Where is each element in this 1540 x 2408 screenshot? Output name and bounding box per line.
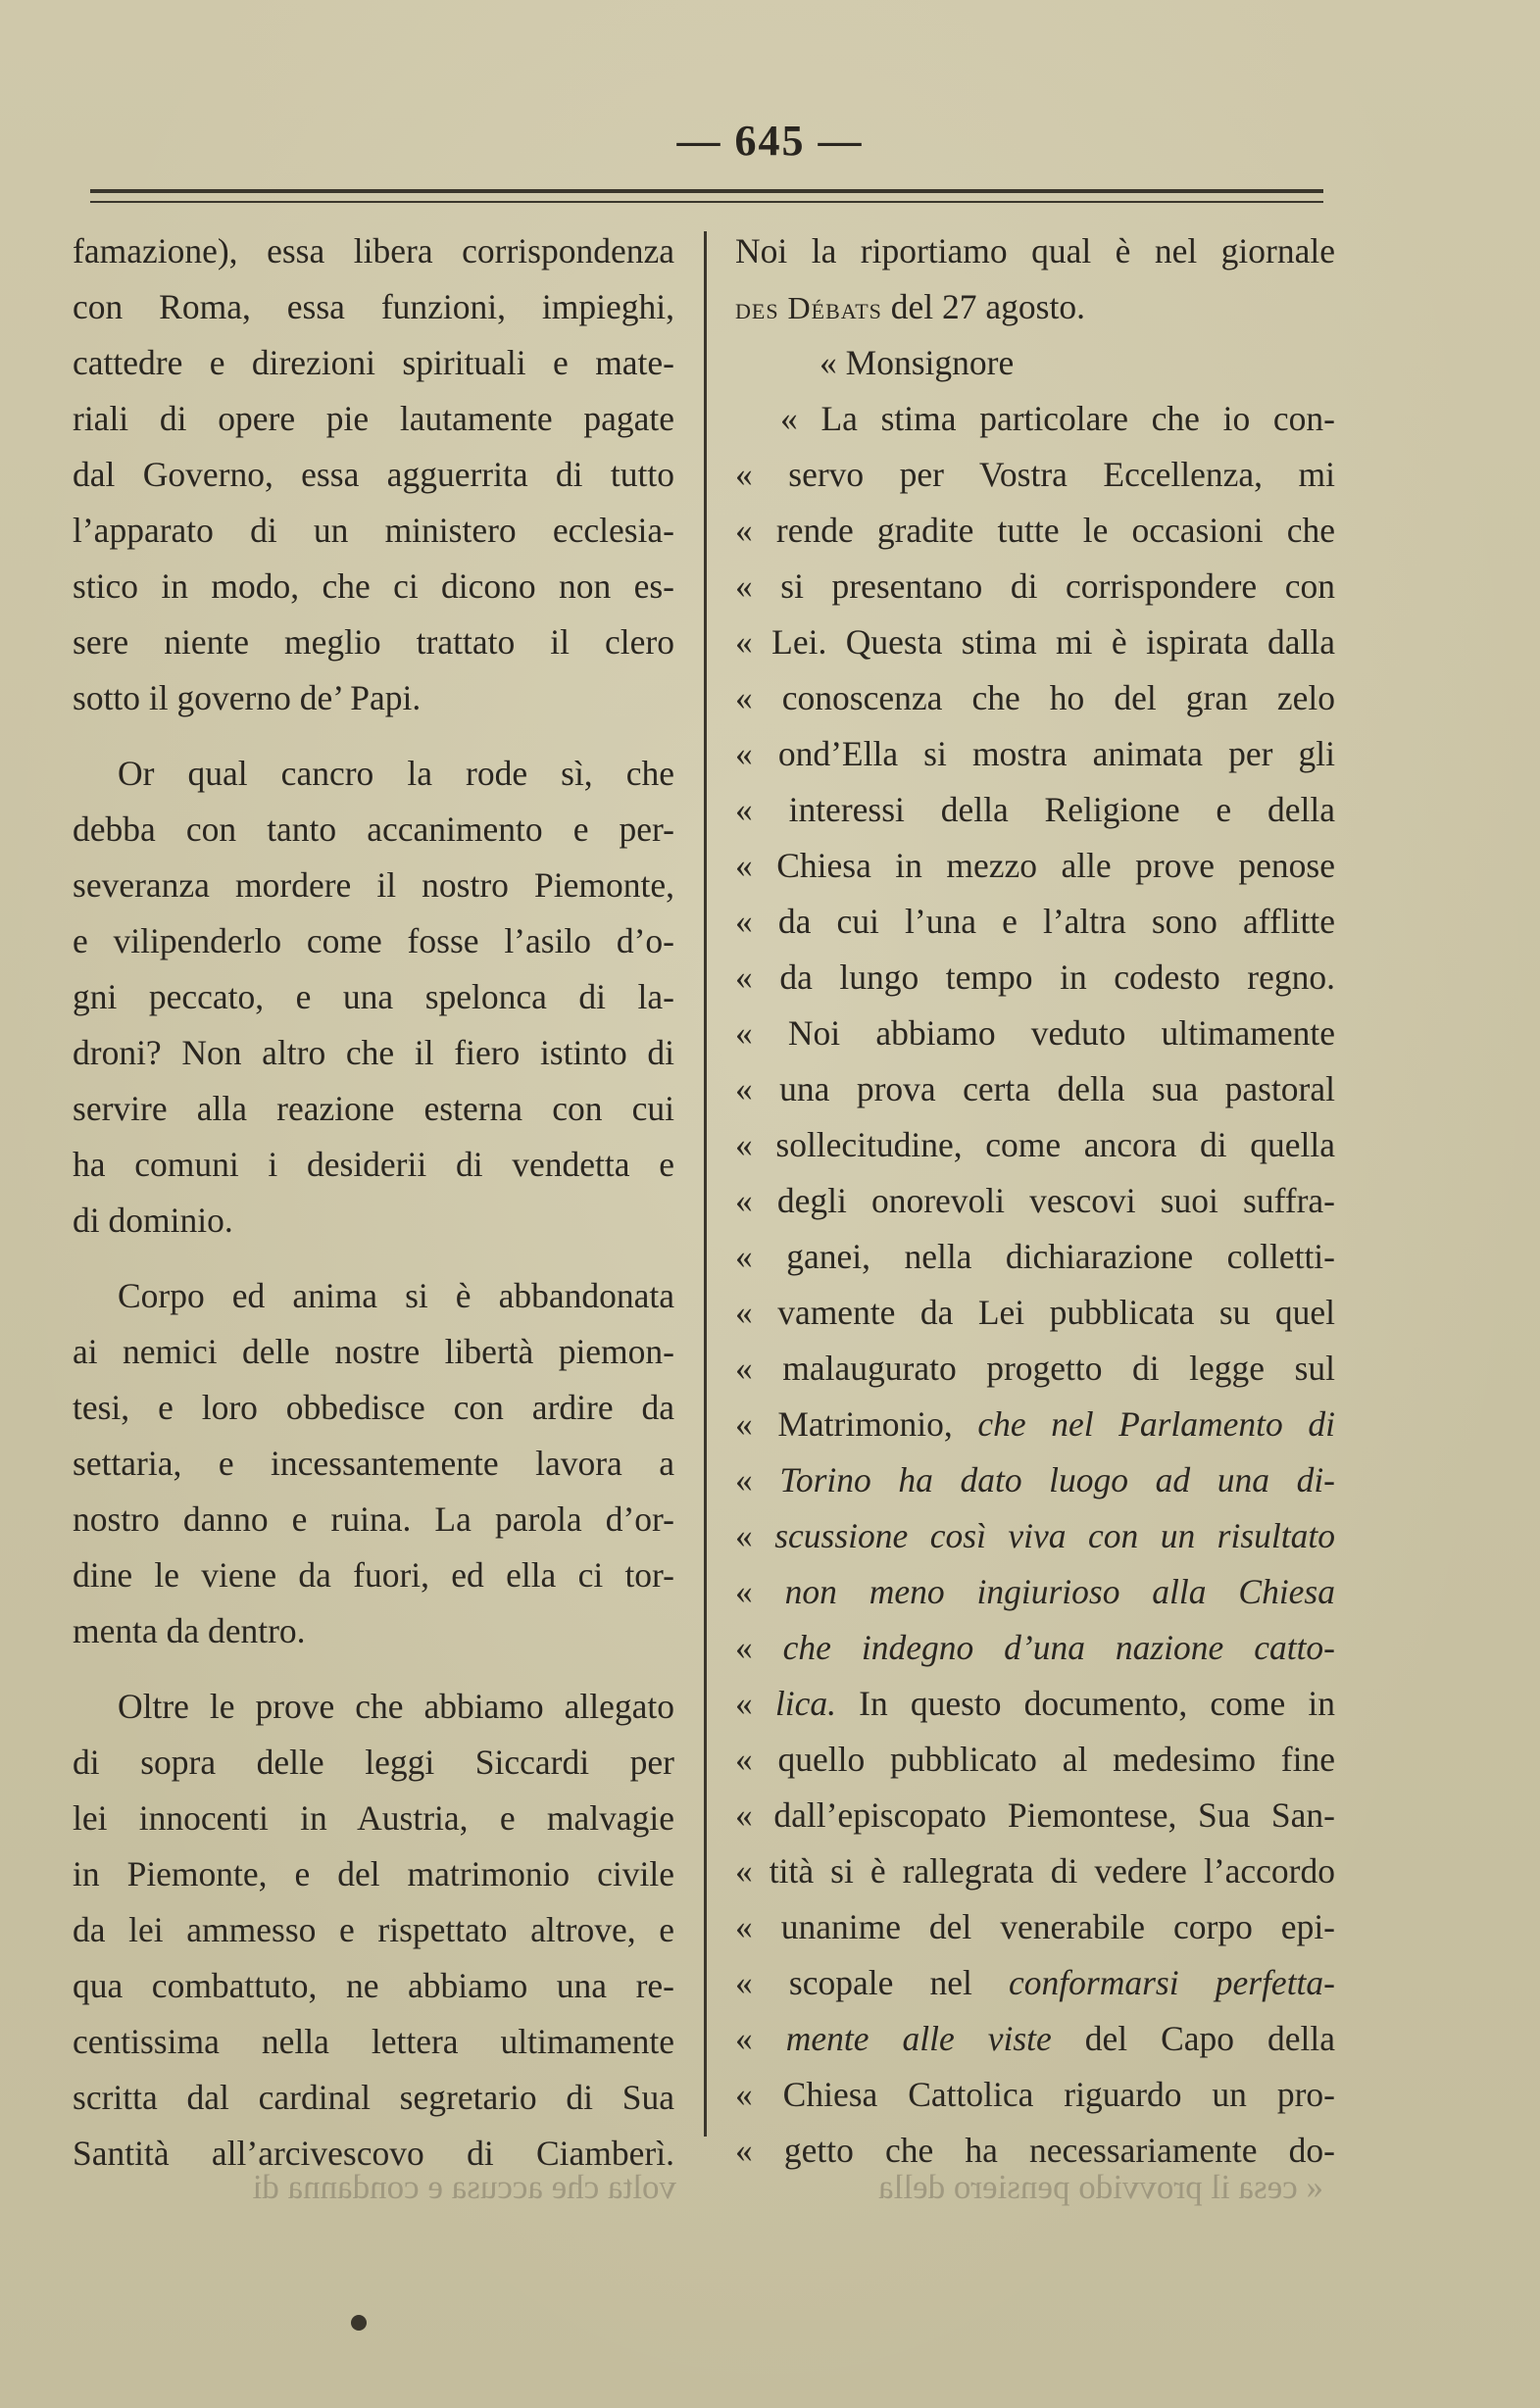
text-run: del Capo della [1051, 2019, 1335, 2058]
text-run: Noi la riportiamo qual è nel giornale [735, 231, 1335, 270]
italic-text: conformarsi perfetta- [1009, 1963, 1335, 2002]
header-rule [90, 189, 1323, 203]
text-line: tesi, e loro obbedisce con ardire da [73, 1388, 674, 1427]
newspaper-name: des Débats [735, 290, 882, 325]
text-line: ha comuni i desiderii di vendetta e [73, 1145, 674, 1184]
text-run: « Noi abbiamo veduto ultimamente [735, 1013, 1335, 1053]
text-line [735, 1061, 1335, 1117]
page-number: — 645 — [676, 117, 864, 165]
text-line [735, 1341, 1335, 1397]
text-line [735, 1229, 1335, 1285]
text-line [735, 1732, 1335, 1788]
text-line [735, 1117, 1335, 1173]
text-line: menta da dentro. [73, 1611, 306, 1650]
text-run: In questo documento, come in [836, 1684, 1335, 1723]
text-line [735, 391, 1335, 447]
text-run: « Chiesa in mezzo alle prove penose [735, 846, 1335, 885]
italic-text: scussione così viva con un risultato [774, 1516, 1335, 1555]
text-run: « Chiesa Cattolica riguardo un pro- [735, 2075, 1335, 2114]
text-run: « interessi della Religione e della [735, 790, 1335, 829]
text-run: « malaugurato progetto di legge sul [735, 1349, 1335, 1388]
text-run: del 27 agosto. [881, 287, 1085, 326]
text-run: « [735, 1572, 785, 1611]
text-run: « tità si è rallegrata di vedere l’accordo [735, 1851, 1335, 1891]
bleed-through-text-left: volta che accusa e condanna di [252, 2168, 676, 2206]
text-run: « [735, 2019, 786, 2058]
text-run: « rende gradite tutte le occasioni che [735, 511, 1335, 550]
text-run: « scopale nel [735, 1963, 1010, 2002]
paragraph-gap [73, 726, 674, 746]
text-line [735, 1843, 1335, 1899]
text-line [735, 559, 1335, 614]
text-line [735, 503, 1335, 559]
text-run: « conoscenza che ho del gran zelo [735, 678, 1335, 717]
text-line [735, 782, 1335, 838]
text-run: « ganei, nella dichiarazione colletti- [735, 1237, 1335, 1276]
text-line: e vilipenderlo come fosse l’asilo d’o- [73, 921, 674, 960]
text-line [735, 670, 1335, 726]
column-divider [704, 231, 707, 2137]
text-run: « [735, 1684, 775, 1723]
text-run: « getto che ha necessariamente do- [735, 2131, 1335, 2170]
text-line [735, 279, 1335, 335]
italic-text: che nel Parlamento di [977, 1404, 1335, 1444]
text-run: « Matrimonio, [735, 1404, 978, 1444]
text-line: Santità all’arcivescovo di Ciamberì. [73, 2134, 674, 2173]
text-line: cattedre e direzioni spirituali e mate- [73, 343, 674, 382]
text-line [735, 1173, 1335, 1229]
text-line: Or qual cancro la rode sì, che [118, 754, 674, 793]
text-line: settaria, e incessantemente lavora a [73, 1444, 674, 1483]
text-line: con Roma, essa funzioni, impieghi, [73, 287, 674, 326]
text-run: « unanime del venerabile corpo epi- [735, 1907, 1335, 1946]
text-run: « una prova certa della sua pastoral [735, 1069, 1335, 1108]
text-run: « vamente da Lei pubblicata su quel [735, 1293, 1335, 1332]
text-run: « dall’episcopato Piemontese, Sua San- [735, 1795, 1335, 1835]
text-line: debba con tanto accanimento e per- [73, 810, 674, 849]
text-line: di sopra delle leggi Siccardi per [73, 1743, 674, 1782]
text-run: « Monsignore [820, 343, 1015, 382]
text-run: « si presentano di corrispondere con [735, 566, 1335, 606]
text-line: stico in modo, che ci dicono non es- [73, 566, 674, 606]
text-run: « La stima particolare che io con- [780, 399, 1335, 438]
paragraph-gap [73, 1249, 674, 1268]
text-line: di dominio. [73, 1201, 233, 1240]
text-line: sere niente meglio trattato il clero [73, 622, 674, 662]
text-run: « [735, 1628, 783, 1667]
text-line [735, 1620, 1335, 1676]
text-line: in Piemonte, e del matrimonio civile [73, 1854, 674, 1893]
italic-text: Torino ha dato luogo ad una di- [779, 1460, 1335, 1499]
text-line [735, 894, 1335, 950]
text-line [735, 1452, 1335, 1508]
text-run: « degli onorevoli vescovi suoi suffra- [735, 1181, 1335, 1220]
italic-text: mente alle viste [785, 2019, 1052, 2058]
text-line [735, 1564, 1335, 1620]
text-line: riali di opere pie lautamente pagate [73, 399, 674, 438]
right-column [735, 223, 1335, 2179]
text-line [735, 335, 1335, 391]
text-line [735, 223, 1335, 279]
text-run: « Lei. Questa stima mi è ispirata dalla [735, 622, 1335, 662]
text-line: servire alla reazione esterna con cui [73, 1089, 674, 1128]
ink-speck [351, 2315, 367, 2331]
text-line [735, 2067, 1335, 2123]
text-line [735, 2011, 1335, 2067]
text-run: « [735, 1460, 780, 1499]
text-run: « quello pubblicato al medesimo fine [735, 1740, 1335, 1779]
paragraph-gap [73, 1659, 674, 1679]
text-line: dine le viene da fuori, ed ella ci tor- [73, 1555, 674, 1595]
text-line [735, 726, 1335, 782]
text-line: gni peccato, e una spelonca di la- [73, 977, 674, 1016]
text-run: « sollecitudine, come ancora di quella [735, 1125, 1335, 1164]
text-line [735, 1955, 1335, 2011]
text-line: sotto il governo de’ Papi. [73, 678, 422, 717]
text-line: Oltre le prove che abbiamo allegato [118, 1687, 674, 1726]
text-run: « ond’Ella si mostra animata per gli [735, 734, 1335, 773]
bleed-through-text-right: « cesa il provvido pensiero della [878, 2168, 1323, 2206]
text-line: da lei ammesso e rispettato altrove, e [73, 1910, 674, 1949]
text-line [735, 1508, 1335, 1564]
text-line: qua combattuto, ne abbiamo una re- [73, 1966, 674, 2005]
italic-text: non meno ingiurioso alla Chiesa [784, 1572, 1335, 1611]
text-line: dal Governo, essa agguerrita di tutto [73, 455, 674, 494]
text-line [735, 950, 1335, 1006]
text-line: famazione), essa libera corrispondenza [73, 231, 674, 270]
text-line [735, 447, 1335, 503]
text-line: Corpo ed anima si è abbandonata [118, 1276, 674, 1315]
text-line [735, 1788, 1335, 1843]
text-run: « servo per Vostra Eccellenza, mi [735, 455, 1335, 494]
text-run: « da lungo tempo in codesto regno. [735, 958, 1335, 997]
left-column [73, 223, 674, 2182]
text-line: ai nemici delle nostre libertà piemon- [73, 1332, 674, 1371]
text-line [735, 1899, 1335, 1955]
text-line [735, 1397, 1335, 1452]
text-line: lei innocenti in Austria, e malvagie [73, 1798, 674, 1838]
text-line [735, 838, 1335, 894]
text-line [735, 614, 1335, 670]
italic-text: lica. [774, 1684, 836, 1723]
text-line [735, 1006, 1335, 1061]
text-line: droni? Non altro che il fiero istinto di [73, 1033, 674, 1072]
text-line: nostro danno e ruina. La parola d’or- [73, 1499, 674, 1539]
text-line: scritta dal cardinal segretario di Sua [73, 2078, 674, 2117]
text-run: « [735, 1516, 775, 1555]
text-run: « da cui l’una e l’altra sono afflitte [735, 902, 1335, 941]
text-line: l’apparato di un ministero ecclesia- [73, 511, 674, 550]
italic-text: che indegno d’una nazione catto- [782, 1628, 1335, 1667]
text-line: severanza mordere il nostro Piemonte, [73, 865, 674, 905]
text-line [735, 1285, 1335, 1341]
text-line [735, 1676, 1335, 1732]
text-line: centissima nella lettera ultimamente [73, 2022, 674, 2061]
